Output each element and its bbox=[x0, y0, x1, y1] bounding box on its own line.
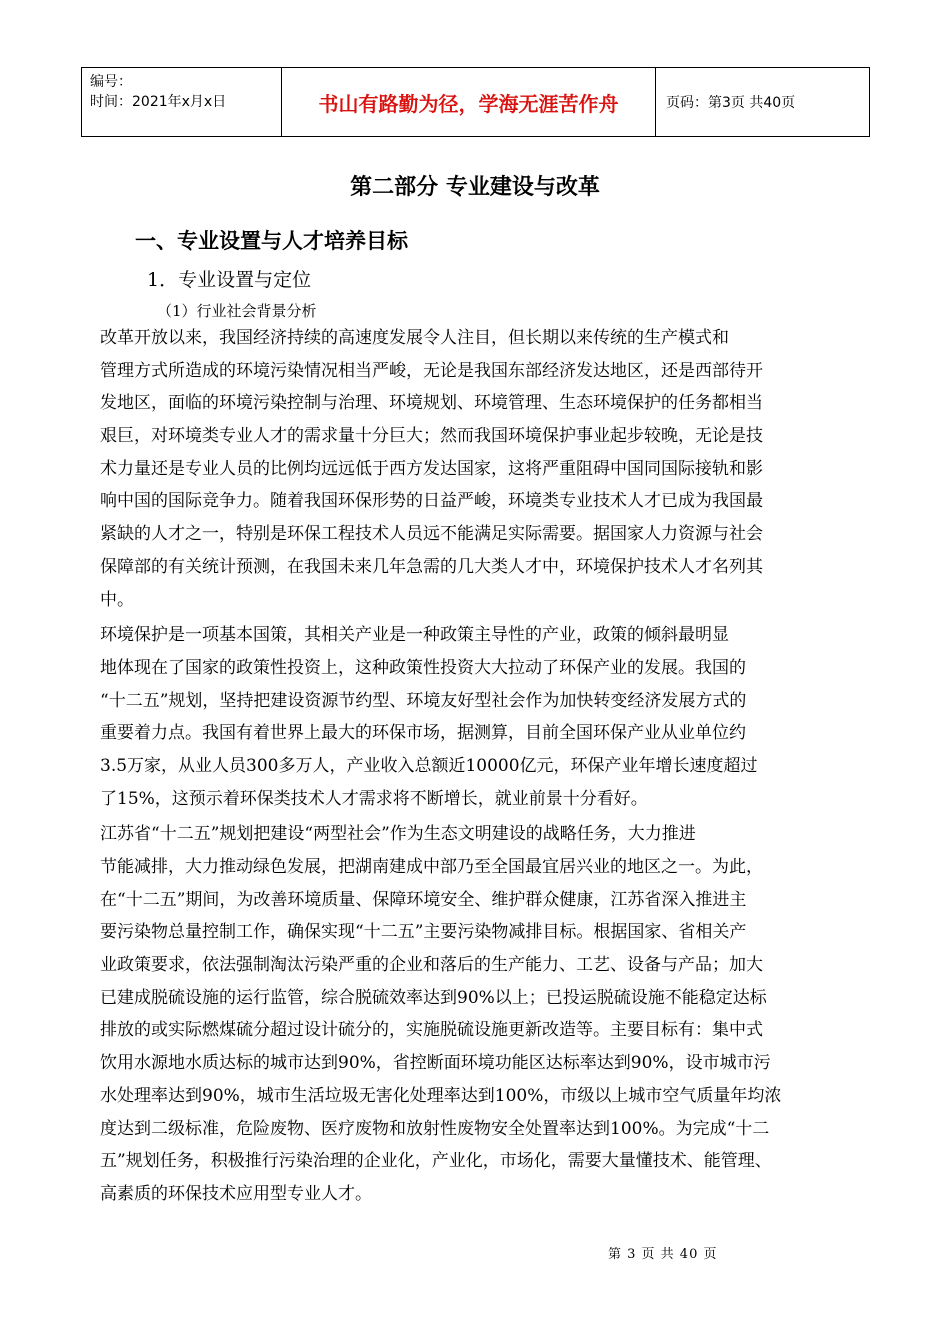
subsection-heading: 1．专业设置与定位 bbox=[147, 269, 312, 291]
paragraph-line: 高素质的环保技术应用型专业人才。 bbox=[100, 1183, 372, 1204]
paragraph-line: “十二五”规划，坚持把建设资源节约型、环境友好型社会作为加快转变经济发展方式的 bbox=[100, 690, 747, 711]
paragraph-line: 在“十二五”期间，为改善环境质量、保障环境安全、维护群众健康，江苏省深入推进主 bbox=[100, 889, 747, 910]
paragraph-line: 紧缺的人才之一，特别是环保工程技术人员远不能满足实际需要。据国家人力资源与社会 bbox=[100, 524, 763, 545]
doc-number-label: 编号： bbox=[90, 74, 132, 90]
paragraph-line: 节能减排，大力推动绿色发展，把湖南建成中部乃至全国最宜居兴业的地区之一。为此， bbox=[100, 857, 763, 877]
subsubsection-heading: （1）行业社会背景分析 bbox=[157, 302, 317, 320]
paragraph-line: 业政策要求，依法强制淘汰污染严重的企业和落后的生产能力、工艺、设备与产品；加大 bbox=[100, 955, 763, 976]
paragraph-2 bbox=[100, 619, 860, 815]
paragraph-line: 已建成脱硫设施的运行监管，综合脱硫效率达到90%以上；已投运脱硫设施不能稳定达标 bbox=[100, 987, 767, 1008]
paragraph-line: 五”规划任务，积极推行污染治理的企业化，产业化，市场化，需要大量懂技术、能管理、 bbox=[100, 1151, 772, 1172]
header-page-cell bbox=[656, 68, 869, 136]
paragraph-line: 度达到二级标准，危险废物、医疗废物和放射性废物安全处置率达到100%。为完成“十二 bbox=[100, 1118, 770, 1139]
paragraph-line: 环境保护是一项基本国策，其相关产业是一种政策主导性的产业，政策的倾斜最明显 bbox=[100, 625, 729, 646]
header-info-cell bbox=[82, 68, 282, 136]
paragraph-line: 江苏省“十二五”规划把建设“两型社会”作为生态文明建设的战略任务，大力推进 bbox=[100, 824, 696, 845]
paragraph-line: 术力量还是专业人员的比例均远远低于西方发达国家，这将严重阻碍中国同国际接轨和影 bbox=[100, 458, 763, 479]
paragraph-3 bbox=[100, 818, 860, 1210]
paragraph-1 bbox=[100, 322, 860, 616]
page-footer: 第 3 页 共 40 页 bbox=[608, 1247, 718, 1262]
paragraph-line: 要污染物总量控制工作，确保实现“十二五”主要污染物减排目标。根据国家、省相关产 bbox=[100, 922, 747, 943]
motto-text: 书山有路勤为径，学海无涯苦作舟 bbox=[318, 91, 619, 116]
paragraph-line: 中。 bbox=[100, 589, 134, 610]
doc-time-label: 时间：2021年x月x日 bbox=[90, 94, 227, 110]
paragraph-line: 饮用水源地水质达标的城市达到90%，省控断面环境功能区达标率达到90%，设市城市污 bbox=[100, 1053, 771, 1074]
header-table bbox=[81, 67, 870, 137]
paragraph-line: 发地区，面临的环境污染控制与治理、环境规划、环境管理、生态环境保护的任务都相当 bbox=[100, 393, 763, 414]
paragraph-line: 改革开放以来，我国经济持续的高速度发展令人注目，但长期以来传统的生产模式和 bbox=[100, 328, 729, 348]
paragraph-line: 排放的或实际燃煤硫分超过设计硫分的，实施脱硫设施更新改造等。主要目标有：集中式 bbox=[100, 1020, 763, 1041]
paragraph-line: 艰巨，对环境类专业人才的需求量十分巨大；然而我国环境保护事业起步较晚，无论是技 bbox=[100, 426, 763, 447]
header-motto-cell bbox=[282, 68, 656, 136]
paragraph-line: 重要着力点。我国有着世界上最大的环保市场，据测算，目前全国环保产业从业单位约 bbox=[100, 723, 746, 744]
paragraph-line: 地体现在了国家的政策性投资上，这种政策性投资大大拉动了环保产业的发展。我国的 bbox=[100, 657, 746, 678]
paragraph-line: 水处理率达到90%，城市生活垃圾无害化处理率达到100%，市级以上城市空气质量年均浓 bbox=[100, 1085, 782, 1106]
page-info: 页码：第3页 共40页 bbox=[666, 95, 796, 111]
paragraph-line: 保障部的有关统计预测，在我国未来几年急需的几大类人才中，环境保护技术人才名列其 bbox=[100, 556, 763, 577]
section-heading: 一、专业设置与人才培养目标 bbox=[135, 229, 408, 253]
paragraph-line: 了15%，这预示着环保类技术人才需求将不断增长，就业前景十分看好。 bbox=[100, 788, 648, 809]
page-title: 第二部分 专业建设与改革 bbox=[350, 175, 600, 200]
paragraph-line: 3.5万家，从业人员300多万人，产业收入总额近10000亿元，环保产业年增长速度超过 bbox=[100, 755, 758, 776]
paragraph-line: 响中国的国际竞争力。随着我国环保形势的日益严峻，环境类专业技术人才已成为我国最 bbox=[100, 491, 763, 512]
body-text bbox=[100, 322, 860, 1211]
paragraph-line: 管理方式所造成的环境污染情况相当严峻，无论是我国东部经济发达地区，还是西部待开 bbox=[100, 360, 763, 381]
